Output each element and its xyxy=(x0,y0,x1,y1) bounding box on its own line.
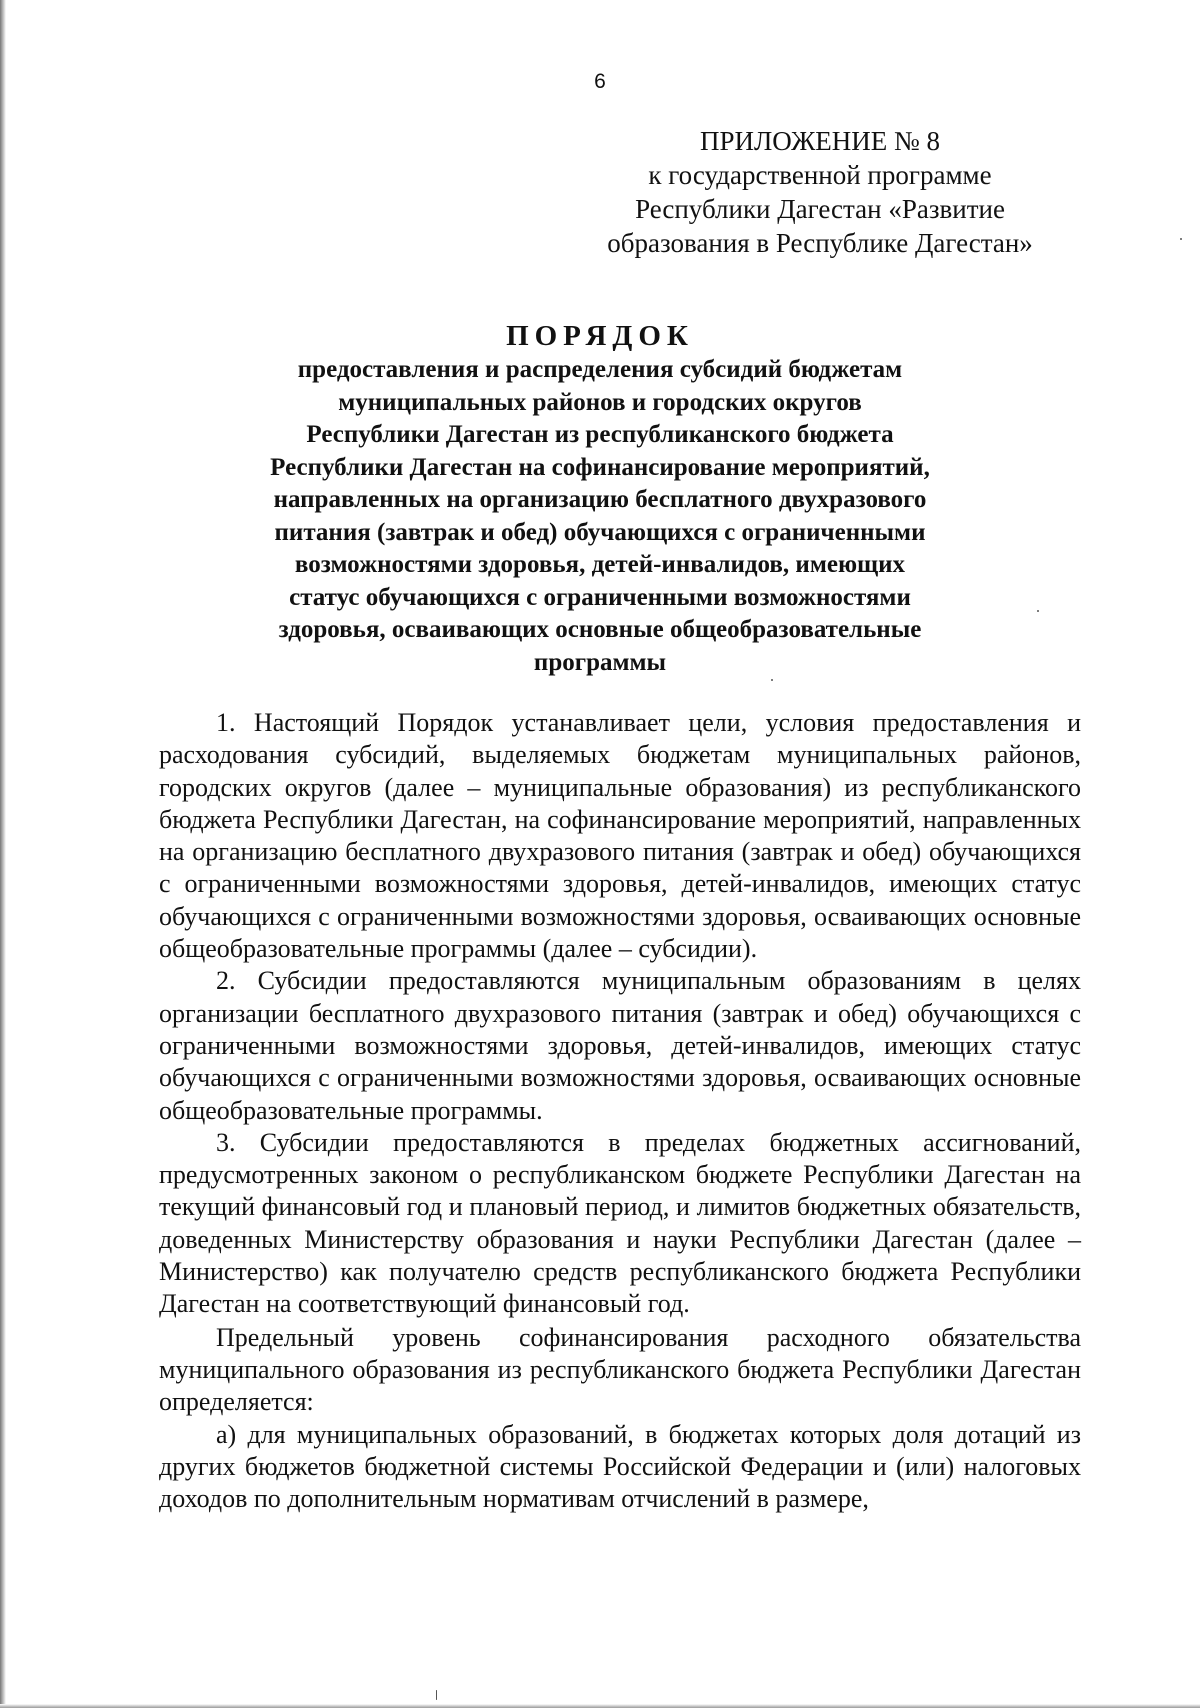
appendix-line: образования в Республике Дагестан» xyxy=(607,228,1033,258)
subtitle-line: здоровья, осваивающих основные общеобразовательные xyxy=(278,616,922,643)
appendix-line: Республики Дагестан «Развитие xyxy=(635,194,1005,224)
document-subtitle xyxy=(190,354,1010,679)
paragraph-3: 3. Субсидии предоставляются в пределах бюджетных ассигнований, предусмотренных законом о республиканском бюджете Республики Дагестан на текущий финансовый год и плановый период, и лимитов бюджетных обязательств, доведенных Министерству образования и науки Республики Дагестан (далее – Министерство) как получателю средств республиканского бюджета Республики Дагестан на соответствующий финансовый год. xyxy=(159,1127,1081,1319)
paragraph-cofinancing: Предельный уровень софинансирования расходного обязательства муниципального образования из республиканского бюджета Республики Дагестан определяется: xyxy=(159,1322,1081,1417)
paragraph-1: 1. Настоящий Порядок устанавливает цели, условия предоставления и расходования субсидий, выделяемых бюджетам муниципальных районов, городских округов (далее – муниципальные образования) из республиканского бюджета Республики Дагестан, на софинансирование мероприятий, направленных на организацию бесплатного двухразового питания (завтрак и обед) обучающихся с ограниченными возможностями здоровья, детей-инвалидов, имеющих статус обучающихся с ограниченными возможностями здоровья, осваивающих основные общеобразовательные программы (далее – субсидии). xyxy=(159,708,1081,964)
subtitle-line: Республики Дагестан на софинансирование мероприятий, xyxy=(270,453,930,481)
subtitle-line: возможностями здоровья, детей-инвалидов, имеющих xyxy=(294,551,906,578)
scan-speck xyxy=(771,679,773,681)
document-body xyxy=(159,707,1081,1515)
appendix-line: к государственной программе xyxy=(648,160,992,190)
subtitle-line: статус обучающихся с ограниченными возможностями xyxy=(289,583,911,611)
subtitle-line: предоставления и распределения субсидий бюджетам xyxy=(297,356,903,383)
appendix-line: ПРИЛОЖЕНИЕ № 8 xyxy=(699,126,941,156)
scan-speck xyxy=(1037,610,1039,612)
page-number: 6 xyxy=(594,70,606,93)
paragraph-2: 2. Субсидии предоставляются муниципальным образованиям в целях организации бесплатного двухразового питания (завтрак и обед) обучающихся с ограниченными возможностями здоровья, детей-инвалидов, имеющих статус обучающихся с ограниченными возможностями здоровья, осваивающих основные общеобразовательные программы. xyxy=(159,966,1081,1125)
subtitle-line: Республики Дагестан из республиканского бюджета xyxy=(306,421,894,448)
subtitle-line: программы xyxy=(533,648,667,676)
scan-speck xyxy=(436,1690,437,1700)
paragraph-a: а) для муниципальных образований, в бюджетах которых доля дотаций из других бюджетов бюджетной системы Российской Федерации и (или) налоговых доходов по дополнительным нормативам отчислений в размере, xyxy=(159,1419,1081,1514)
subtitle-line: направленных на организацию бесплатного двухразового xyxy=(273,486,927,513)
scan-edge xyxy=(0,0,6,1708)
scan-edge-bottom xyxy=(0,1704,1200,1708)
subtitle-line: питания (завтрак и обед) обучающихся с ограниченными xyxy=(274,518,926,546)
subtitle-line: муниципальных районов и городских округов xyxy=(338,388,862,416)
document-title: ПОРЯДОК xyxy=(506,320,694,352)
scan-speck xyxy=(1180,238,1182,240)
appendix-header xyxy=(590,124,1050,260)
